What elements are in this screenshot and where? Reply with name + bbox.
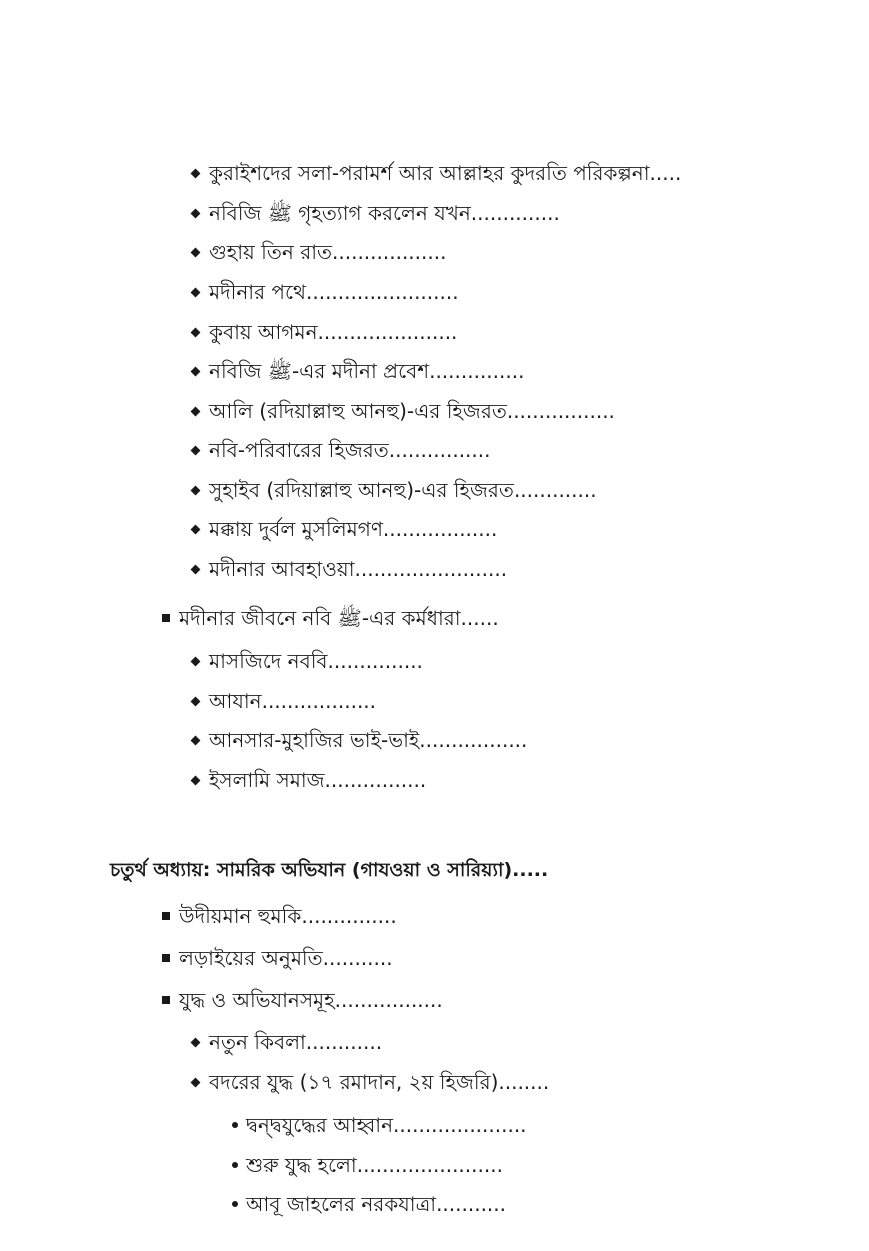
diamond-bullet-icon: [191, 366, 201, 376]
chapter-heading-text: চতুর্থ অধ্যায়: সামরিক অভিযান (গাযওয়া ও সারিয়্যা).....: [110, 859, 549, 881]
toc-item-text: মদীনার আবহাওয়া........................: [209, 557, 508, 581]
toc-item-text: ইসলামি সমাজ................: [209, 768, 427, 792]
diamond-bullet-icon: [191, 327, 201, 337]
toc-item-text: কুরাইশদের সলা-পরামর্শ আর আল্লাহর কুদরতি পরিকল্পনা.....: [209, 161, 682, 185]
toc-item: [192, 516, 497, 542]
dot-bullet-icon: [232, 1162, 238, 1168]
toc-item: [192, 239, 446, 265]
toc-item: [192, 200, 560, 226]
toc-section-text: উদীয়মান হুমকি...............: [179, 904, 397, 928]
diamond-bullet-icon: [191, 735, 201, 745]
toc-item: [192, 437, 490, 463]
toc-item-text: কুবায় আগমন......................: [209, 320, 458, 344]
diamond-bullet-icon: [191, 406, 201, 416]
toc-section-text: যুদ্ধ ও অভিযানসমূহ.................: [179, 988, 443, 1012]
toc-item: [192, 160, 681, 186]
toc-item: [192, 688, 376, 714]
diamond-bullet-icon: [191, 445, 201, 455]
chapter-heading: [110, 857, 548, 883]
diamond-bullet-icon: [191, 287, 201, 297]
toc-item: [192, 648, 423, 674]
toc-item-text: মক্কায় দুর্বল মুসলিমগণ..................: [209, 517, 498, 541]
toc-item-text: আনসার-মুহাজির ভাই-ভাই.................: [209, 728, 528, 752]
toc-subitem-text: শুরু যুদ্ধ হলো.......................: [246, 1153, 503, 1177]
toc-item: [192, 727, 527, 753]
dot-bullet-icon: [232, 1201, 238, 1207]
toc-item-text: মদীনার পথে........................: [209, 280, 459, 304]
toc-item: [192, 556, 507, 582]
toc-item-text: নবি-পরিবারের হিজরত................: [209, 438, 491, 462]
diamond-bullet-icon: [191, 168, 201, 178]
toc-item-text: আযান..................: [209, 689, 377, 713]
toc-section-text: লড়াইয়ের অনুমতি...........: [179, 946, 393, 970]
diamond-bullet-icon: [191, 656, 201, 666]
toc-subitem-text: আবূ জাহলের নরকযাত্রা...........: [246, 1192, 506, 1216]
square-bullet-icon: [162, 614, 170, 622]
diamond-bullet-icon: [191, 775, 201, 785]
square-bullet-icon: [162, 954, 170, 962]
diamond-bullet-icon: [191, 485, 201, 495]
toc-item: [192, 1029, 382, 1055]
toc-section: [162, 987, 443, 1013]
toc-item: [192, 767, 426, 793]
toc-item: [192, 319, 457, 345]
toc-subitem: [232, 1152, 503, 1178]
toc-item-text: সুহাইব (রদিয়াল্লাহু আনহু)-এর হিজরত.............: [209, 478, 597, 502]
diamond-bullet-icon: [191, 208, 201, 218]
toc-section: [162, 903, 397, 929]
diamond-bullet-icon: [191, 524, 201, 534]
toc-subitem: [232, 1112, 527, 1138]
toc-item-text: বদরের যুদ্ধ (১৭ রমাদান, ২য় হিজরি)........: [209, 1070, 550, 1094]
toc-item-text: আলি (রদিয়াল্লাহু আনহু)-এর হিজরত.................: [209, 399, 615, 423]
toc-item: [192, 398, 615, 424]
toc-item: [192, 279, 459, 305]
toc-subitem: [232, 1191, 506, 1217]
square-bullet-icon: [162, 996, 170, 1004]
toc-section-text: মদীনার জীবনে নবি ﷺ-এর কর্মধারা......: [179, 606, 499, 630]
square-bullet-icon: [162, 912, 170, 920]
toc-item: [192, 1069, 549, 1095]
toc-item-text: মাসজিদে নববি...............: [209, 649, 423, 673]
toc-item-text: নতুন কিবলা............: [209, 1030, 383, 1054]
toc-section: [162, 945, 393, 971]
toc-item: [192, 358, 524, 384]
toc-item-text: গুহায় তিন রাত..................: [209, 240, 447, 264]
toc-item-text: নবিজি ﷺ-এর মদীনা প্রবেশ...............: [209, 359, 525, 383]
toc-item-text: নবিজি ﷺ গৃহত্যাগ করলেন যখন..............: [209, 201, 560, 225]
toc-item: [192, 477, 597, 503]
toc-section: [162, 605, 499, 631]
diamond-bullet-icon: [191, 247, 201, 257]
diamond-bullet-icon: [191, 1037, 201, 1047]
dot-bullet-icon: [232, 1122, 238, 1128]
toc-subitem-text: দ্বন্দ্বযুদ্ধের আহ্বান.....................: [246, 1113, 527, 1137]
diamond-bullet-icon: [191, 1077, 201, 1087]
diamond-bullet-icon: [191, 696, 201, 706]
diamond-bullet-icon: [191, 564, 201, 574]
